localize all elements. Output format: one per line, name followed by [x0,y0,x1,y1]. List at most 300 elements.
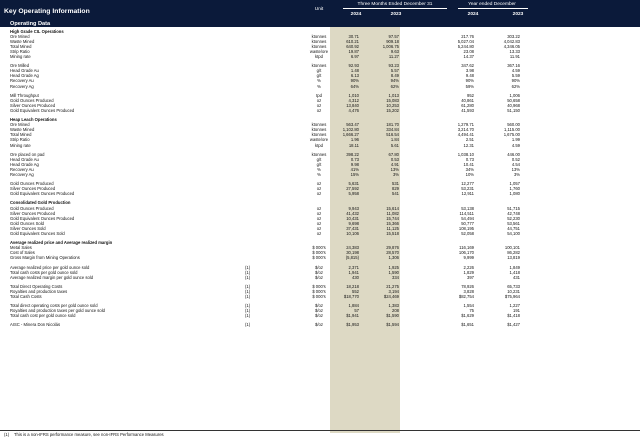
row-value: 40,861 [461,97,474,103]
row-unit: ktonnes [311,132,327,138]
row-value: 86,282 [507,250,520,256]
row-value: 1,760 [509,186,520,192]
row-value: 65,733 [507,283,520,289]
row-value: 4,494.41 [457,132,474,138]
row-label: Gold Equivalent Ounces Sold [10,231,65,236]
row-value: 398.22 [346,151,359,157]
row-value: 2,371 [348,264,359,270]
footnote-ref: (1) [245,264,251,270]
row-value: 30,198 [346,250,359,256]
section-heading: High Grade CIL Operations [10,28,64,34]
row-value: 5.59 [511,73,520,79]
row-value: 431 [513,274,520,280]
row-value: 29,876 [386,245,399,251]
row-value: 1,038.10 [457,151,474,157]
row-label: Mill Throughput [10,92,39,98]
row-value: 23.08 [463,48,474,54]
footnote-ref: (1) [245,269,251,275]
row-unit: ktonnes [311,151,327,157]
row-unit: oz [316,210,322,216]
row-value: 2,226 [463,264,474,270]
row-unit: oz [316,225,322,231]
row-value: 59% [465,83,474,89]
row-unit: oz [316,102,322,108]
row-value: 217.76 [461,33,474,39]
row-value: 1,925 [388,264,399,270]
row-value: 1,383 [388,303,399,309]
row-unit: $/oz [315,274,323,280]
row-value: 2.51 [465,137,474,143]
section-header-bar [0,22,640,27]
row-value: 4,476 [348,107,359,113]
row-value: 61,280 [461,102,474,108]
row-label: Gold Ounces Produced [10,205,54,211]
row-unit: $/oz [315,269,323,275]
row-value: 9,943 [348,205,359,211]
row-value: $75,964 [504,294,520,299]
row-value: 41,593 [461,107,474,113]
section-heading: Heap Leach Operations [10,117,57,122]
row-unit: $ 000's [312,255,326,261]
row-value: 208 [392,308,399,314]
row-value: 1.84 [390,137,399,143]
operating-data-title: Operating Data [10,21,51,27]
row-value: 3,194 [388,288,399,294]
row-label: Head Grade Au [10,68,39,74]
row-value: 53,231 [461,186,474,192]
year-group-header: Year ended December [468,2,516,7]
three-months-group-header: Three Months Ended December 31 [357,2,433,7]
row-value: 5,244.80 [457,43,474,49]
row-value: 30.71 [348,33,359,39]
row-value: 10,106 [346,231,359,236]
row-value: 5.61 [390,142,399,148]
row-unit: oz [316,97,322,103]
row-label: Total Direct Operating Costs [10,283,63,289]
row-label: Waste Mined [10,127,35,133]
row-value: $1,427 [507,322,520,328]
row-unit: oz [316,205,322,211]
footnote-ref: (1) [245,322,251,328]
row-label: Total cash cost per gold ounce sold [10,313,76,319]
row-value: 1,279.71 [457,122,474,128]
row-value: 10% [465,172,474,177]
year-header-2024-y: 2024 [467,12,479,17]
table-header [0,0,640,22]
row-value: $1,594 [386,322,399,328]
row-value: 12.31 [463,142,474,148]
footnote-marker: (1) [4,432,10,437]
row-unit: oz [316,107,322,113]
row-value: 560.00 [507,122,520,128]
row-value: 10.41 [463,161,474,167]
row-value: 3,214.70 [457,127,474,133]
row-label: Recovery Ag [10,172,34,177]
row-label: Total direct operating costs per gold ounce sold [10,303,98,309]
row-value: 0.73 [350,156,359,162]
row-label: Average realized margin per gold ounce sold [10,274,94,280]
row-label: Cost of Sales [10,250,35,256]
row-value: 53,138 [461,205,474,211]
row-value: 446.00 [507,151,520,157]
row-value: 1,006.75 [382,43,399,49]
unit-column-header: Unit [314,7,324,12]
row-value: 4.91 [390,161,399,167]
row-value: 106,170 [458,250,474,256]
footnote-ref: (1) [245,303,251,309]
row-unit: $/oz [315,264,323,270]
row-label: Gold Equivalent Ounces Produced [10,107,75,113]
row-value: 11,125 [386,225,399,231]
table-row [0,255,640,260]
year-header-2023-y: 2023 [512,12,524,17]
row-label: Metal Sales [10,245,32,251]
row-label: Silver Ounces Produced [10,102,56,108]
row-label: Total Cash Costs [10,294,42,299]
row-value: 116,169 [459,245,474,251]
section-heading: Average realized price and Average realized margin [10,240,113,246]
row-label: Silver Ounces Produced [10,210,56,216]
row-value: 12,277 [461,181,474,187]
row-label: Mining rate [10,54,31,59]
row-value: 94% [390,78,399,84]
row-unit: % [317,172,321,177]
row-unit: oz [316,181,322,187]
row-value: 303.22 [507,33,520,39]
row-value: $1,941 [346,313,359,319]
row-unit: $/oz [315,303,323,309]
row-value: 397 [467,274,474,280]
row-value: 6.13 [350,73,359,79]
row-value: 0.53 [390,156,399,162]
footnote-ref: (1) [245,294,251,299]
row-value: 108,195 [458,225,474,231]
row-value: 27,592 [346,186,359,192]
row-unit: $/oz [315,322,323,328]
row-value: 4,312 [348,97,359,103]
row-value: 114,511 [459,210,474,216]
row-value: $1,651 [461,322,474,328]
row-unit: oz [316,191,322,197]
row-value: 334 [392,274,399,280]
row-unit: $/oz [315,313,323,319]
footnote-ref: (1) [245,308,251,314]
row-value: 1,080 [509,191,520,197]
row-value: 53,561 [507,220,520,226]
row-label: Ore Milled [10,63,30,69]
row-value: 9.63 [390,48,399,54]
row-label: Recovery Ag [10,83,34,89]
row-value: 5.57 [390,68,399,74]
row-unit: oz [316,220,322,226]
row-value: 552 [352,288,359,294]
row-value: 181.70 [386,122,399,128]
row-value: $18,770 [343,294,359,299]
row-value: 28,570 [386,250,399,256]
row-value: 4,042.83 [503,38,520,44]
row-value: 54,494 [461,215,474,221]
row-value: 10,253 [386,102,399,108]
row-unit: g/t [316,156,322,162]
row-unit: waste/ore [309,48,329,54]
row-unit: ktonnes [311,43,327,49]
row-value: 11.27 [388,54,399,59]
row-value: 15,614 [386,205,399,211]
row-value: 13.33 [509,48,520,54]
row-value: 1,849 [509,264,520,270]
row-value: 1,306 [388,255,399,261]
row-value: 13,819 [507,255,520,261]
table-row [0,108,640,113]
table-row [0,231,640,236]
row-value: 3% [392,172,399,177]
row-label: Total Mined [10,43,32,49]
row-value: 952 [467,92,474,98]
row-value: 51,150 [507,107,520,113]
row-value: (5,815) [345,255,359,261]
row-value: 9.48 [465,73,474,79]
row-label: Head Grade Ag [10,161,39,167]
row-value: 51,715 [507,205,520,211]
year-header-2023-q: 2023 [390,12,402,17]
row-unit: $/oz [315,308,323,314]
row-value: 4.59 [511,142,520,148]
row-value: 15,518 [386,231,399,236]
row-unit: g/t [316,73,322,79]
row-unit: ktpd [315,142,323,148]
row-unit: ktonnes [311,122,327,128]
row-value: 15% [350,172,359,177]
row-unit: % [317,83,321,89]
footnote-text: This is a non-IFRS performance measure, see non-IFRS Performance Measures [14,432,164,437]
row-value: 0.73 [465,156,474,162]
row-value: 40,968 [507,102,520,108]
row-label: Strip Ratio [10,137,30,143]
footnote [4,432,164,437]
row-value: 9,698 [348,220,359,226]
row-value: 78,926 [461,283,474,289]
row-label: Ore Mined [10,33,30,39]
row-unit: oz [316,215,322,221]
row-value: 640.92 [346,43,359,49]
row-value: 75 [469,308,474,314]
row-value: 18,218 [346,283,359,289]
row-value: 1.48 [350,68,359,74]
row-value: 15,744 [386,215,399,221]
row-label: Waste Mined [10,38,35,44]
row-value: 44,751 [507,225,520,231]
row-value: 347.62 [461,63,474,69]
row-value: 93.23 [388,63,399,69]
footnote-ref: (1) [245,288,251,294]
row-value: $1,590 [386,313,399,319]
row-value: 67.80 [388,151,399,157]
row-value: 516.54 [386,132,399,138]
row-label: Recovery Au [10,166,34,172]
table-row [0,191,640,196]
row-value: 97.57 [388,33,399,39]
year-header-2024-q: 2024 [350,12,362,17]
row-value: 1,227 [509,303,520,309]
bottom-rule [0,430,640,431]
row-value: 1,590 [388,269,399,275]
row-value: 41,432 [346,210,359,216]
year-underline [458,8,528,9]
row-unit: tpd [316,92,322,98]
row-label: Royalties and production taxes per gold ounce sold [10,308,105,314]
row-value: 9.98 [350,161,359,167]
row-value: 5,631 [348,181,359,187]
row-value: 4.59 [511,68,520,74]
row-unit: $ 000's [312,245,326,251]
row-value: 54,100 [507,231,520,236]
table-row [0,322,640,327]
row-unit: $ 000's [312,250,326,256]
row-value: 5,027.04 [457,38,474,44]
row-value: 19.87 [348,48,359,54]
row-value: 14.37 [463,54,474,59]
footnote-ref: (1) [245,313,251,319]
row-label: Gold Ounces Produced [10,181,54,187]
row-label: Royalties and production taxes [10,288,68,294]
table-row [0,54,640,59]
row-value: 37,431 [346,225,359,231]
row-label: Total cash costs per gold ounce sold [10,269,78,275]
row-value: 0.52 [511,156,520,162]
row-value: 5,958 [348,191,359,197]
row-label: Average realized price per gold ounce sold [10,264,90,270]
row-value: 191 [513,308,520,314]
row-label: Gold Equivalent Ounces Produced [10,191,75,197]
row-value: 24,383 [346,245,359,251]
row-value: 10,231 [507,288,520,294]
row-value: 13% [511,166,520,172]
row-value: 3.98 [465,68,474,74]
row-value: 42,748 [507,210,520,216]
row-value: 1,102.80 [342,127,359,133]
footnote-ref: (1) [245,283,251,289]
table-row [0,172,640,177]
row-value: 62% [511,83,520,89]
row-label: Ore placed on pad [10,151,45,157]
row-unit: % [317,166,321,172]
row-unit: % [317,78,321,84]
row-label: Total Mined [10,132,32,138]
row-value: $24,469 [383,294,399,299]
row-value: 563.47 [346,122,359,128]
row-value: 13,840 [346,102,359,108]
row-unit: g/t [316,161,322,167]
row-value: 1.99 [511,137,520,143]
row-unit: ktonnes [311,127,327,133]
row-value: 1.96 [350,137,359,143]
row-value: 367.16 [507,63,520,69]
table-row [0,275,640,280]
row-label: AISC - Minera Don Nicolás [10,322,61,328]
row-value: 11,082 [386,210,399,216]
three-months-underline [343,8,447,9]
row-value: 92.93 [348,63,359,69]
row-label: Gross Margin from Mining Operations [10,255,80,261]
row-label: Ore Mined [10,122,30,128]
row-value: 34% [465,166,474,172]
row-unit: g/t [316,68,322,74]
row-unit: oz [316,231,322,236]
row-value: 100,101 [504,245,520,251]
row-value: $82,754 [458,294,474,299]
row-value: $1,629 [461,313,474,319]
row-label: Head Grade Au [10,156,39,162]
row-unit: oz [316,186,322,192]
row-value: 50,658 [507,97,520,103]
row-value: 90% [350,78,359,84]
row-value: 1,829 [463,269,474,275]
row-value: 10,431 [346,215,359,221]
row-value: 1,013 [388,92,399,98]
row-unit: waste/ore [309,137,329,143]
row-value: 52,230 [507,215,520,221]
row-value: 21,275 [386,283,399,289]
row-value: 13% [390,166,399,172]
row-value: 62% [390,83,399,89]
row-value: 6.97 [350,54,359,59]
row-value: 909.18 [386,38,399,44]
table-row [0,143,640,148]
row-value: 1,115.00 [504,127,520,133]
row-value: 90% [465,78,474,84]
row-unit: ktonnes [311,33,327,39]
footnote-ref: (1) [245,274,251,280]
row-value: 11.91 [509,54,520,59]
row-value: 52,058 [461,231,474,236]
row-value: 541 [392,191,399,197]
row-label: Gold Equivalent Ounces Produced [10,215,75,221]
row-value: 90% [511,78,520,84]
row-value: 334.84 [386,127,399,133]
row-value: 18.11 [348,142,359,148]
row-value: 41% [350,166,359,172]
row-label: Silver Ounces Produced [10,186,56,192]
row-value: 9,999 [463,255,474,261]
row-value: 64% [350,83,359,89]
row-value: 1,675.00 [503,132,520,138]
table-row [0,294,640,299]
row-value: 3% [513,172,520,177]
row-label: Gold Ounces Produced [10,97,54,103]
row-value: 4.54 [511,161,520,167]
row-label: Strip Ratio [10,48,30,54]
row-value: 829 [392,186,399,192]
row-value: 1,941 [348,269,359,275]
row-value: 531 [392,181,399,187]
table-title: Key Operating Information [4,8,90,15]
row-value: 1,010 [348,92,359,98]
row-unit: $ 000's [312,283,326,289]
row-label: Mining rate [10,142,31,148]
row-value: 15,366 [386,220,399,226]
row-unit: ktonnes [311,63,327,69]
row-label: Recovery Au [10,78,34,84]
row-unit: ktonnes [311,38,327,44]
row-value: 50,777 [461,220,474,226]
row-label: Silver Ounces Sold [10,225,46,231]
row-value: 1,884 [348,303,359,309]
row-value: 4,346.05 [503,43,520,49]
row-value: 1,418 [509,269,520,275]
row-value: 1,554 [463,303,474,309]
row-value: $1,418 [507,313,520,319]
row-value: 57 [354,308,359,314]
